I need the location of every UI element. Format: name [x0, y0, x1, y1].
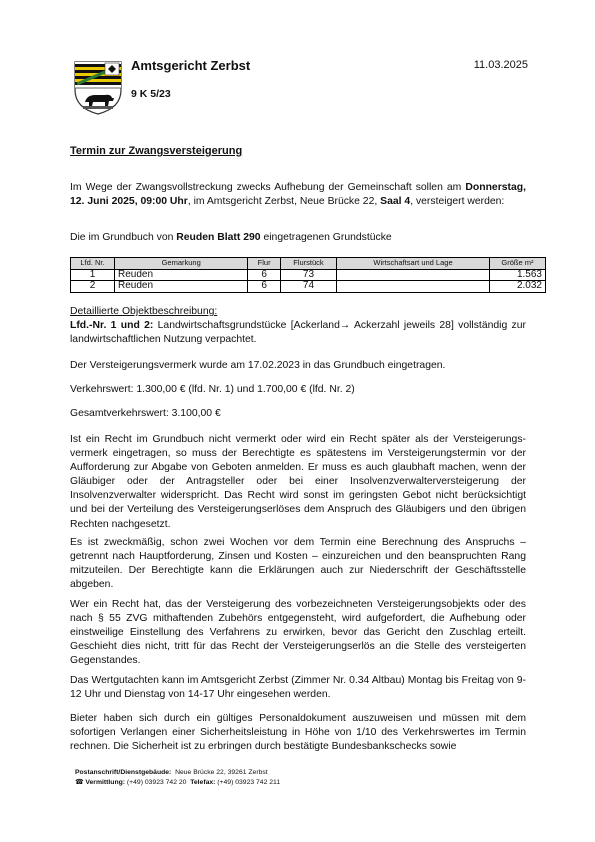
- cell-lfd-nr: 2: [71, 281, 115, 293]
- bieter-paragraph: Bieter haben sich durch ein gültiges Personaldokument auszuweisen und müssen mit dem sofortigen Verlangen einer Sicherheitsleistung in Höhe von 1/10 des Verkehrswertes im Termin rechnen. Die Sicherheit ist zu erbringen durch bestätigte Bundesbankschecks sowie: [70, 713, 526, 753]
- intro-paragraph: Im Wege der Zwangsvollstreckung zwecks Aufhebung der Gemeinschaft sollen am Donnerstag, 12. Juni 2025, 09:00 Uhr, im Amtsgericht Zerbst, Neue Brücke 22, Saal 4, versteigert werden:: [70, 182, 526, 208]
- state-crest-logo: [73, 60, 123, 116]
- col-header-gemarkung: Gemarkung: [114, 258, 247, 270]
- vermerk-paragraph: Der Versteigerungsvermerk wurde am 17.02.2023 in das Grundbuch eingetragen.: [70, 360, 446, 371]
- cell-gemarkung: Reuden: [114, 281, 247, 293]
- footer-address-line: Postanschrift/Dienstgebäude: Neue Brücke 22, 39261 Zerbst: [75, 769, 268, 776]
- document-date: 11.03.2025: [473, 59, 528, 71]
- col-header-wirtschaftsart: Wirtschaftsart und Lage: [337, 258, 490, 270]
- cell-flur: 6: [248, 281, 280, 293]
- object-description-title: Detaillierte Objektbeschreibung:: [70, 306, 218, 317]
- gesamtverkehrswert-paragraph: Gesamtverkehrswert: 3.100,00 €: [70, 408, 221, 419]
- wer-paragraph: Wer ein Recht hat, das der Versteigerung des vorbezeichneten Versteigerungsobjekts oder des nach § 55 ZVG mithaftenden Zubehörs entgegensteht, wird aufgefordert, die Aufhebung oder einstweilige Einstellung des Verfahrens zu erwirken, bevor das Gericht den Zuschlag erteilt. Geschieht dies nicht, tritt für das Recht der Versteigerungserlös an die Stelle des versteigerten Gegenstandes.: [70, 599, 526, 667]
- col-header-groesse: Größe m²: [489, 258, 545, 270]
- property-table: [70, 257, 546, 293]
- table-header-row: [71, 258, 546, 270]
- col-header-lfd-nr: Lfd. Nr.: [71, 258, 115, 270]
- recht-paragraph: Ist ein Recht im Grundbuch nicht vermerkt oder wird ein Recht später als der Versteigerungs-vermerk eingetragen, so muss der Berechtigte es spätestens im Versteigerungstermin vor der Aufforderung zur Abgabe von Geboten anmelden. Er muss es auch glaubhaft machen, wenn der Gläubiger oder der Antragsteller oder bei einer Insolvenzverwalterversteigerung der Insolvenzverwalter widerspricht. Das Recht wird sonst im geringsten Gebot nicht berücksichtigt und bei der Verteilung des Versteigerungserlöses dem Anspruch des Gläubigers und den übrigen Rechten nachgesetzt.: [70, 434, 526, 530]
- object-description: Lfd.-Nr. 1 und 2: Landwirtschaftsgrundstücke [Ackerland→ Ackerzahl jeweils 28] vollständig zur landwirtschaftlichen Nutzung verpachtet.: [70, 320, 526, 346]
- cell-groesse: 1.563: [489, 269, 545, 281]
- cell-wirtschaftsart: [337, 281, 490, 293]
- footer-phone-line: ☎ Vermittlung: (+49) 03923 742 20 Telefax: (+49) 03923 742 211: [75, 779, 281, 786]
- cell-flur: 6: [248, 269, 280, 281]
- grundbuch-paragraph: Die im Grundbuch von Reuden Blatt 290 eingetragenen Grundstücke: [70, 232, 392, 243]
- cell-groesse: 2.032: [489, 281, 545, 293]
- cell-lfd-nr: 1: [71, 269, 115, 281]
- cell-flurstueck: 74: [280, 281, 336, 293]
- phone-icon: ☎: [75, 779, 84, 786]
- gutachten-paragraph: Das Wertgutachten kann im Amtsgericht Zerbst (Zimmer Nr. 0.34 Altbau) Montag bis Freitag von 9-12 Uhr und Dienstag von 14-17 Uhr eingesehen werden.: [70, 675, 526, 701]
- col-header-flur: Flur: [248, 258, 280, 270]
- cell-flurstueck: 73: [280, 269, 336, 281]
- zweckmaessig-paragraph: Es ist zweckmäßig, schon zwei Wochen vor dem Termin eine Berechnung des Anspruchs – getrennt nach Hauptforderung, Zinsen und Kosten – einzureichen und den beanspruchten Rang mitzuteilen. Der Berechtigte kann die Erklärungen auch zur Niederschrift der Geschäftsstelle abgeben.: [70, 537, 526, 591]
- document-subject: Termin zur Zwangsversteigerung: [70, 145, 243, 157]
- cell-wirtschaftsart: [337, 269, 490, 281]
- table-row: [71, 281, 546, 293]
- file-number: 9 K 5/23: [131, 88, 171, 100]
- page-footer: [75, 768, 280, 788]
- col-header-flurstueck: Flurstück: [280, 258, 336, 270]
- court-name: Amtsgericht Zerbst: [131, 58, 251, 73]
- verkehrswert-paragraph: Verkehrswert: 1.300,00 € (lfd. Nr. 1) und 1.700,00 € (lfd. Nr. 2): [70, 384, 355, 395]
- table-row: [71, 269, 546, 281]
- cell-gemarkung: Reuden: [114, 269, 247, 281]
